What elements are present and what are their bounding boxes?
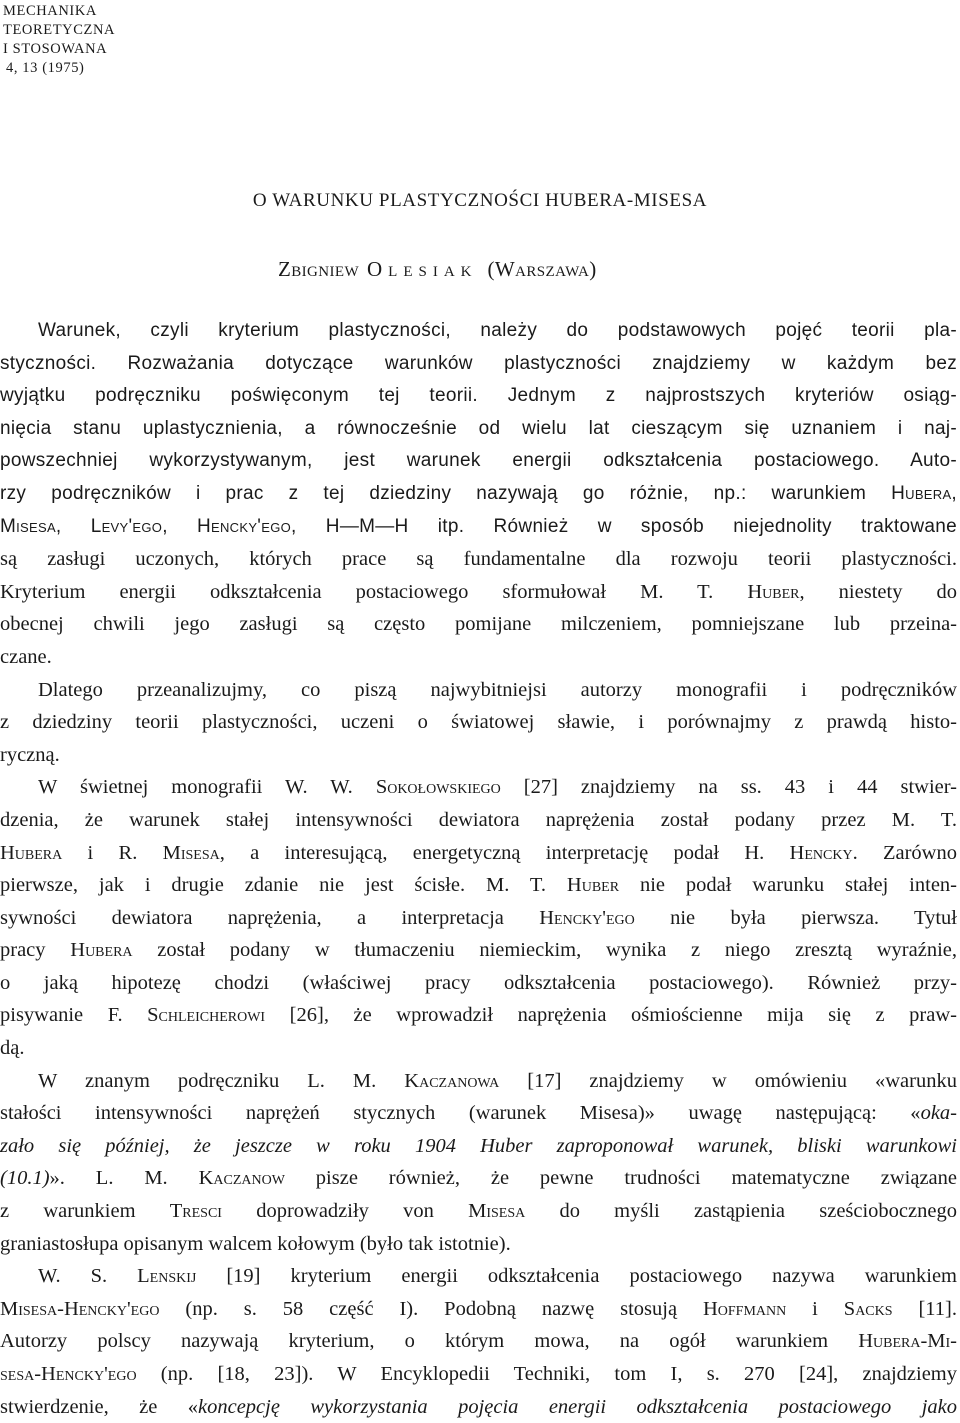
text-line: Warunek, czyli kryterium plastyczności, należy do podstawowych pojęć teorii pla-	[38, 320, 957, 341]
text-line: Hubera i R. Misesa, a interesującą, energetyczną interpretację podał H. Hencky. Zarówno	[0, 841, 957, 864]
text-line: (10.1)». L. M. Kaczanow pisze również, że pewne trudności matematyczne związane	[0, 1167, 957, 1190]
text-line: styczności. Rozważania dotyczące warunków plastyczności znajdziemy w każdym bez	[0, 352, 957, 374]
text-line: W znanym podręczniku L. M. Kaczanowa [17] znajdziemy w omówieniu «warunku	[38, 1069, 957, 1092]
text-line: stwierdzenie, że «koncepcję wykorzystania pojęcia energii odkształcenia postaciowego jako	[0, 1395, 957, 1418]
text-line: pracy Hubera został podany w tłumaczeniu niemieckim, wynika z niego zresztą wyraźnie,	[0, 939, 957, 962]
text-line: Misesa-Hencky'ego (np. s. 58 część I). Podobną nazwę stosują Hoffmann i Sacks [11].	[0, 1297, 957, 1320]
journal-name-line-1: MECHANIKA	[3, 3, 98, 19]
text-line: sywności dewiatora naprężenia, a interpretacja Hencky'ego nie była pierwsza. Tytuł	[0, 906, 957, 929]
text-line: wyjątku podręczniku poświęconym tej teorii. Jednym z najprostszych kryteriów osiąg-	[0, 385, 957, 407]
text-line: są zasługi uczonych, których prace są fundamentalne dla rozwoju teorii plastyczności.	[0, 548, 957, 571]
text-line: z dziedziny teorii plastyczności, uczeni o światowej sławie, i porównajmy z prawdą histo-	[0, 711, 957, 734]
text-line: powszechniej wykorzystywanym, jest warunek energii odkształcenia postaciowego. Auto-	[0, 450, 957, 472]
paper-title: O WARUNKU PLASTYCZNOŚCI HUBERA-MISESA	[252, 190, 708, 211]
text-line: pisywanie F. Schleicherowi [26], że wprowadził naprężenia ośmiościenne mija się z praw-	[0, 1004, 957, 1027]
text-line: o jaką hipotezę chodzi (właściwej pracy odkształcenia postaciowego). Również przy-	[0, 971, 957, 994]
text-line: graniastosłupa opisanym walcem kołowym (było tak istotnie).	[0, 1232, 511, 1255]
author-affiliation: (Warszawa)	[487, 257, 597, 281]
journal-header	[3, 2, 115, 78]
text-line: sesa-Hencky'ego (np. [18, 23]). W Encyklopedii Techniki, tom I, s. 270 [24], znajdziemy	[0, 1363, 957, 1385]
text-line: W. S. Lenskij [19] kryterium energii odkształcenia postaciowego nazywa warunkiem	[38, 1265, 957, 1288]
text-line: dą.	[0, 1037, 25, 1060]
text-line: obecnej chwili jego zasługi są często pomijane milczeniem, pomniejszane lub przeina-	[0, 613, 957, 636]
journal-name-line-2: TEORETYCZNA	[3, 22, 116, 38]
text-line: dzenia, że warunek stałej intensywności dewiatora naprężenia został podany przez M. T.	[0, 808, 957, 831]
text-line: stałości intensywności naprężeń stycznych (warunek Misesa)» uwagę następującą: «oka-	[0, 1102, 957, 1125]
text-line: czane.	[0, 645, 52, 668]
journal-volume: 4, 13 (1975)	[6, 60, 85, 76]
text-line: z warunkiem Tresci doprowadziły von Misesa do myśli zastąpienia sześciobocznego	[0, 1200, 957, 1223]
text-line: nięcia stanu uplastycznienia, a równocześnie od wielu lat cieszącym się uznaniem i naj-	[0, 417, 957, 439]
text-line: ryczną.	[0, 743, 60, 766]
author-first-name: Zbigniew	[278, 257, 360, 281]
journal-name-line-3: I STOSOWANA	[3, 41, 108, 57]
text-line: W świetnej monografii W. W. Sokołowskiego [27] znajdziemy na ss. 43 i 44 stwier-	[38, 776, 957, 799]
text-line: pierwsze, jak i drugie zdanie nie jest ścisłe. M. T. Huber nie podał warunku stałej inten-	[0, 874, 957, 897]
text-line: zało się później, że jeszcze w roku 1904 Huber zaproponował warunek, bliski warunkowi	[0, 1134, 957, 1157]
text-line: Dlatego przeanalizujmy, co piszą najwybitniejsi autorzy monografii i podręczników	[38, 678, 957, 701]
author-line	[278, 257, 597, 282]
text-line: Kryterium energii odkształcenia postaciowego sformułował M. T. Huber, niestety do	[0, 580, 957, 603]
author-last-name: Olesiak	[367, 257, 478, 281]
text-line: rzy podręczników i prac z tej dziedziny nazywają go różnie, np.: warunkiem Hubera,	[0, 482, 957, 504]
text-line: Misesa, Levy'ego, Hencky'ego, H—M—H itp. Również w sposób niejednolity traktowane	[0, 515, 957, 537]
text-line: Autorzy polscy nazywają kryterium, o którym mowa, na ogół warunkiem Hubera-Mi-	[0, 1330, 957, 1353]
article-body	[0, 315, 957, 1423]
